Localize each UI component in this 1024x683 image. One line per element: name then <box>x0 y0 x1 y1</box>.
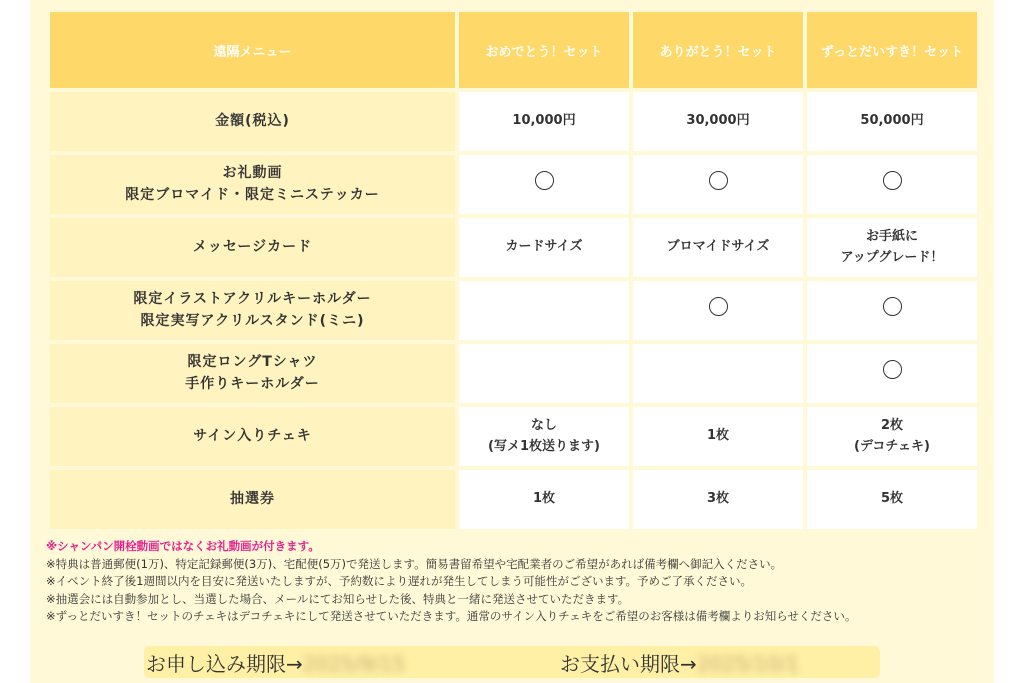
circle-icon <box>535 171 554 190</box>
circle-icon <box>709 171 728 190</box>
included-circle-cell <box>633 281 803 340</box>
circle-icon <box>883 360 902 379</box>
value-cell <box>459 281 629 340</box>
circle-icon <box>883 171 902 190</box>
value-cell: なし (写メ1枚送ります) <box>459 407 629 466</box>
included-circle-cell <box>807 344 977 403</box>
value-cell: カードサイズ <box>459 218 629 277</box>
table-row <box>50 155 977 214</box>
value-cell <box>459 344 629 403</box>
value-cell: 50,000円 <box>807 92 977 151</box>
table-row <box>50 218 977 277</box>
note-line: ※ずっとだいすき！セットのチェキはデコチェキにして発送させていただきます。通常のサイン入りチェキをご希望のお客様は備考欄よりお知らせください。 <box>46 609 857 623</box>
payment-deadline-label: お支払い期限→ <box>560 652 697 676</box>
value-cell: 1枚 <box>633 407 803 466</box>
apply-deadline-date: 2025/9/15 <box>302 652 406 676</box>
row-label: お礼動画 限定ブロマイド・限定ミニステッカー <box>50 155 455 214</box>
note-line: ※抽選会には自動参加とし、当選した場合、メールにてお知らせした後、特典と一緒に発送させていただきます。 <box>46 591 630 606</box>
included-circle-cell <box>459 155 629 214</box>
row-label: 限定イラストアクリルキーホルダー 限定実写アクリルスタンド(ミニ) <box>50 281 455 340</box>
row-label: メッセージカード <box>50 218 455 277</box>
value-cell: 2枚 (デコチェキ) <box>807 407 977 466</box>
value-cell: 10,000円 <box>459 92 629 151</box>
table-header-row <box>50 12 977 88</box>
header-omedetou-set: おめでとう！セット <box>459 12 629 88</box>
included-circle-cell <box>807 155 977 214</box>
notes-highlight: ※シャンパン開栓動画ではなくお礼動画が付きます。 <box>46 539 320 553</box>
row-label: 限定ロングTシャツ 手作りキーホルダー <box>50 344 455 403</box>
included-circle-cell <box>807 281 977 340</box>
included-circle-cell <box>633 155 803 214</box>
note-line: ※特典は普通郵便(1万)、特定記録郵便(3万)、宅配便(5万)で発送します。簡易書留希望や宅配業者のご希望があれば備考欄へ御記入ください。 <box>46 556 783 571</box>
header-zutto-daisuki-set: ずっとだいすき！セット <box>807 12 977 88</box>
row-label: 金額(税込) <box>50 92 455 151</box>
notes-section <box>46 538 976 626</box>
note-line: ※イベント終了後1週間以内を目安に発送いたしますが、予約数により遅れが発生してしまう可能性がございます。予めご了承ください。 <box>46 574 753 588</box>
table-row <box>50 407 977 466</box>
value-cell <box>633 344 803 403</box>
menu-comparison-table <box>46 8 981 533</box>
circle-icon <box>883 297 902 316</box>
table-row <box>50 92 977 151</box>
table-row <box>50 281 977 340</box>
value-cell: ブロマイドサイズ <box>633 218 803 277</box>
header-arigatou-set: ありがとう！セット <box>633 12 803 88</box>
value-cell: 3枚 <box>633 470 803 529</box>
row-label: サイン入りチェキ <box>50 407 455 466</box>
row-label: 抽選券 <box>50 470 455 529</box>
value-cell: 30,000円 <box>633 92 803 151</box>
circle-icon <box>709 297 728 316</box>
apply-deadline-label: お申し込み期限→ <box>146 652 303 676</box>
header-menu: 遠隔メニュー <box>50 12 455 88</box>
value-cell: お手紙に アップグレード！ <box>807 218 977 277</box>
table-row <box>50 470 977 529</box>
apply-deadline <box>146 648 405 677</box>
value-cell: 1枚 <box>459 470 629 529</box>
table-row <box>50 344 977 403</box>
payment-deadline <box>560 648 799 677</box>
payment-deadline-date: 2025/10/1 <box>696 652 800 676</box>
value-cell: 5枚 <box>807 470 977 529</box>
